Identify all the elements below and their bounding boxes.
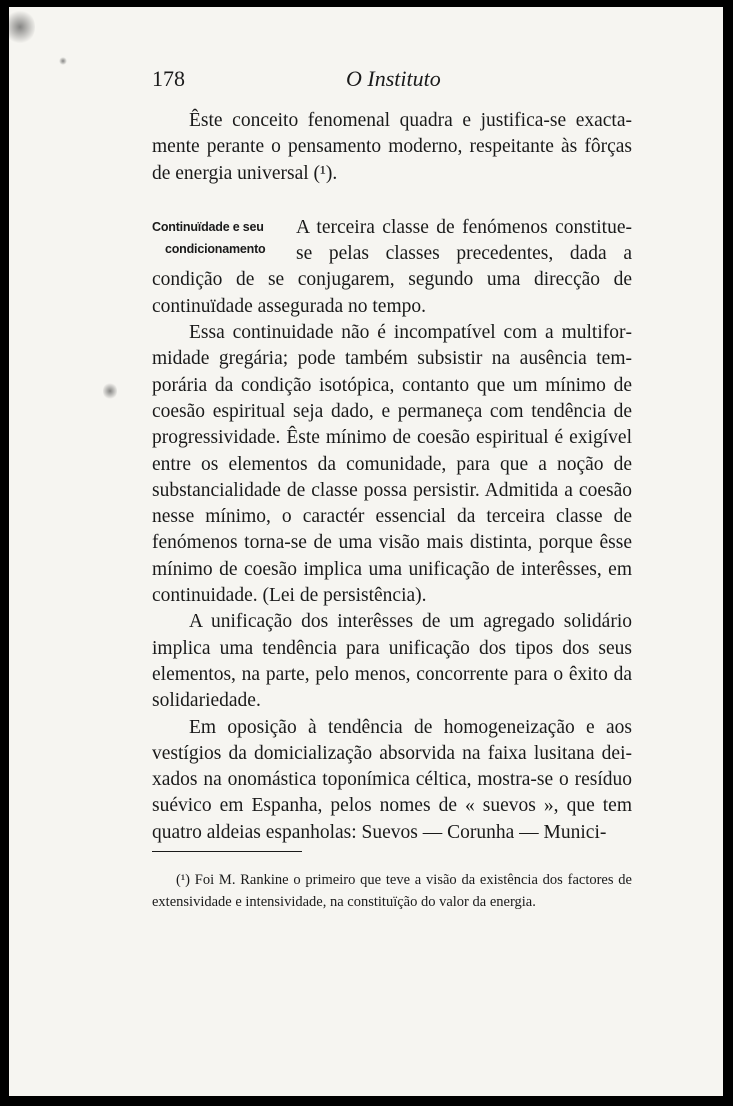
paragraph-4: A unificação dos interêsses de um agregado solidário implica uma tendência para unificação dos tipos dos seus elementos, na parte, pelo menos, concorrente para o êxito da solidariedade. xyxy=(152,611,632,712)
scan-dot xyxy=(59,57,67,65)
scan-smudge xyxy=(9,9,35,45)
body-text xyxy=(152,108,632,846)
footnote-divider xyxy=(152,851,302,852)
paragraph-1: Êste conceito fenomenal quadra e justifica-se exactamente perante o pensamento moderno, respeitante às fôrças de energia universal (¹). xyxy=(152,110,632,184)
paragraph-2-text: A terceira classe de fenómenos constitue-se pelas classes precedentes, dada a condição de se conjugarem, segundo uma direcção de continuïdade assegurada no tempo. xyxy=(152,216,632,317)
running-title: O Instituto xyxy=(346,66,441,91)
margin-note-line-1: Continuïdade e seu xyxy=(152,219,264,234)
paragraph-3: Essa continuidade não é incompatível com a multiformidade gregária; pode também subsistir na ausência temporária da condição isotópica, contanto que um mínimo de coesão espiritual seja dado, e permaneça com tendência de progressividade. Êste mínimo de coesão espiritual é exigível entre os elementos da comunidade, para que a noção de substancialidade de classe possa persistir. Admitida a coesão nesse mínimo, o caractér essencial da terceira classe de fenómenos torna-se de uma visão mais distinta, porque êsse mínimo de coesão implica uma unificação de interêsses, em continuidade. (Lei de persistência). xyxy=(152,322,632,607)
paragraph-5: Em oposição à tendência de homogeneização e aos vestígios da domicialização absorvida na faixa lusitana deixados na onomástica toponímica céltica, mostra-se o resíduo suévico em Espanha, pelos nomes de « suevos », que tem quatro aldeias espanholas: Suevos — Corunha — Munici- xyxy=(152,716,632,843)
page-number: 178 xyxy=(152,66,185,91)
paragraph-2 xyxy=(152,215,632,320)
margin-note-line-2: condicionamento xyxy=(165,241,266,256)
footnote: (¹) Foi M. Rankine o primeiro que teve a visão da existência dos factores de extensividade e intensividade, na constituïção do valor da energia. xyxy=(152,872,632,910)
margin-note xyxy=(152,215,274,264)
scan-smudge xyxy=(103,382,117,400)
page-header xyxy=(152,66,632,96)
